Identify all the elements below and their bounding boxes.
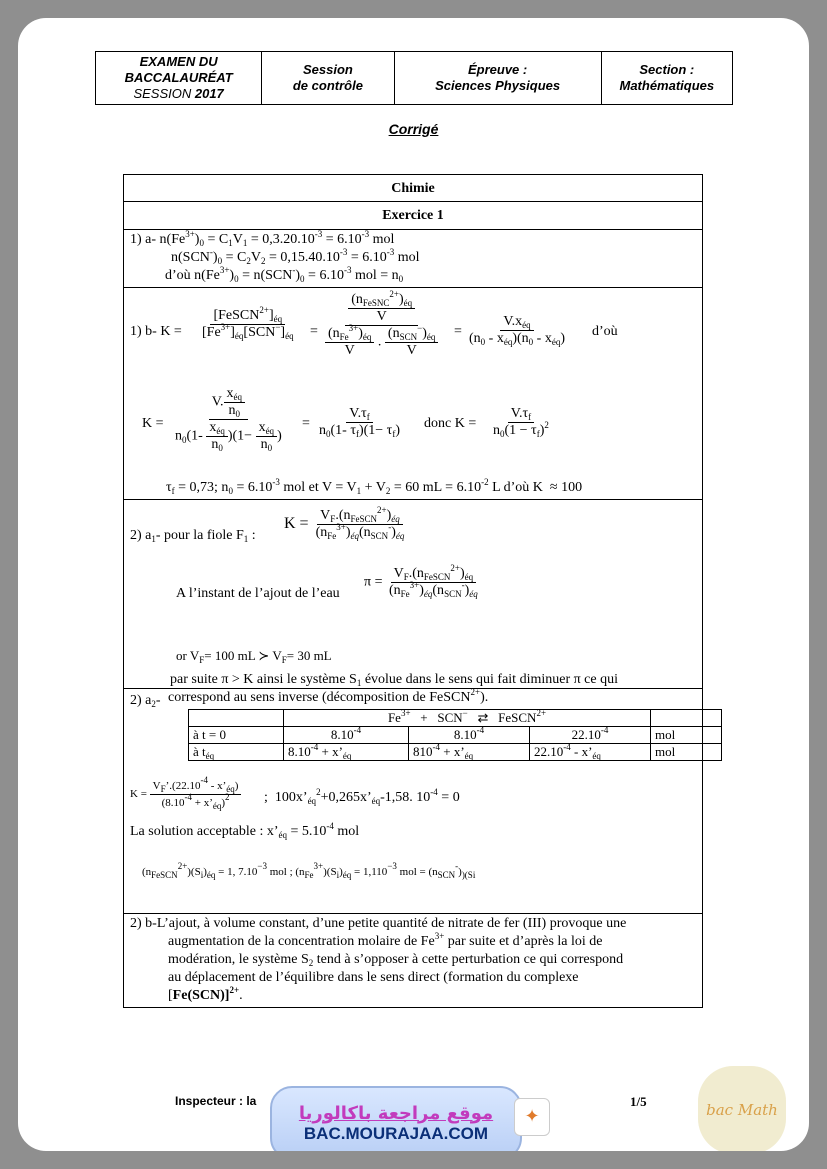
q2a2-label: 2) $a_2-$ [130,693,161,709]
q1a-block [123,229,703,288]
cell-fescn: $22.10^{-4}$ [530,727,651,744]
exam-cell [96,52,262,104]
exercice-heading: Exercice 1 [382,208,444,223]
q1a-line2: $n(SCN^-)_0 = C_2V_2 = 0,15.40.10^{-3} = 6.10^{-3}$ mol [171,247,420,266]
exam-line3: SESSION 2017 [133,86,224,101]
q1a-line1: 1) a- $n(Fe^{3+})_0 = C_1V_1 = 0,3.20.10^{-3} = 6.10^{-3}$ mol [130,229,395,248]
q2a1-or: or $V_F= 100$ mL ≻ $V_F= 30$ mL [176,648,332,665]
q1b-label: 1) b- K = [130,324,182,339]
cell-scn: $810^{-4}$ + $x’_{éq}$ [409,744,530,761]
q2a2-poly: ; $100x’_{éq}^2+0,265x’_{éq}-1,58$. $10^{-4} = 0$ [264,787,460,806]
avancement-table [188,709,722,761]
doc-title: Corrigé [388,121,439,137]
q2b-line5: $[Fe(SCN)]^{2+}$. [168,985,243,1003]
cell-scn: $8.10^{-4}$ [409,727,530,744]
epreuve-cell [395,52,602,104]
cell-fescn: $22.10^{-4}$ - $x’_{éq}$ [530,744,651,761]
row-label: à t = 0 [189,727,284,744]
bird-logo-icon: ✦ [514,1098,550,1136]
q1b-vx-fraction: $\frac{V.x_{éq}}{(n_0 - x_{éq})(n_0 - x_{éq})}$ [469,314,566,347]
q1b-eq3: = [302,416,310,431]
section-line1: Section : [639,62,695,77]
exam-header-table [95,51,733,105]
q2b-block [123,913,703,1008]
section-cell [602,52,732,104]
q2b-line2: augmentation de la concentration molaire de $Fe^{3+}$ par suite et d’après la loi de [168,931,603,949]
banner-site: BAC.MOURAJAA.COM [303,1123,489,1143]
q1b-donc: donc K = [424,416,477,431]
session-line1: Session [302,62,353,77]
reaction-equation: $Fe^{3+}$ + SCN− ⇄ FeSCN$^{2+}$ [284,710,651,727]
q1b-eq2: = [454,324,462,339]
table-row [189,727,722,744]
q2a1-k-formula: K = $\frac{V_F.(n_{FeSCN}^{2+})_{éq}}{(n_{Fe}^{3+})_{éq}(n_{SCN}^-)_{éq}}$ [284,505,405,541]
bac-math-logo: bac Math [698,1066,786,1151]
q1b-K: K = [142,416,164,431]
banner-arabic: موقع مراجعة باكالوريا [298,1102,494,1124]
chimie-heading: Chimie [391,181,435,196]
q2b-line4: au déplacement de l’équilibre dans le sens direct (formation du complexe [168,970,579,985]
document-page [18,18,809,1151]
q2a2-k-eq: K = $\frac{V_F’.(22.10^{-4} - x’_{éq})}{(8.10^{-4} + x’_{éq})^2}$ [130,778,241,811]
q2a1-pi-formula: π = $\frac{V_F.(n_{FeSCN}^{2+})_{éq}}{(n_{Fe}^{3+})_{éq}(n_{SCN}^-)_{éq}}$ [364,563,478,599]
q2b-line3: modération, le système $S_2$ tend à s’opposer à cette perturbation ce qui correspond [168,952,624,968]
session-line2: de contrôle [292,78,363,93]
q2a2-solution: La solution acceptable : $x’_{éq} = 5.10^{-4}$ mol [130,821,360,840]
exercice-row [123,201,703,230]
q1b-dou: d’où [592,324,618,339]
epreuve-line1: Épreuve : [467,62,528,77]
q1b-values: $\tau_f = 0,73$; $n_0 = 6.10^{-3}$ mol et $V = V_1 + V_2 = 60$ mL = $6.10^{-2}$ L d’où K ≈ 100 [166,477,583,496]
q1b-final-fraction: $\frac{V.\tau_f}{n_0(1 - \tau_f)^2}$ [493,406,549,439]
q2a1-instant: A l’instant de l’ajout de l’eau [176,586,340,601]
q1b-tau-fraction: $\frac{V.\tau_f}{n_0(1- \tau_f)(1- \tau_f)}$ [319,406,400,439]
q1b-big-fraction: V. $\frac{x_{éq}}{n_0}$ $n_0(1-$ $\frac{x_{éq}}{n_0}$ )(1− $\frac{x_{éq}}{n_0}$ ) [175,386,282,453]
q1b-conc-fraction: $\frac{(n_{FeSNC}^{2+})_{éq}}{V}$ $\frac{(n_{Fe}^{3+})_{éq}}{V}$ . $\frac{(n_{SCN}^-)_{éq}}{V}$ [322,292,441,359]
session-cell [262,52,394,104]
footer-inspector: Inspecteur : la [175,1094,257,1108]
exam-line2: BACCALAURÉAT [124,70,233,85]
table-row [189,710,722,727]
q2b-line1: 2) b-L’ajout, à volume constant, d’une petite quantité de nitrate de fer (III) provoque une [130,916,627,931]
table-row [189,744,722,761]
q1b-eq1: = [310,324,318,339]
page-number: 1/5 [630,1094,647,1109]
cell-fe: $8.10^{-4}$ + $x’_{éq}$ [284,744,409,761]
section-line2: Mathématiques [619,78,715,93]
q1b-k-fraction: $\frac{[FeSCN^{2+}]_{éq}}{[Fe^{3+}]_{éq}[SCN^-]_{éq}}$ [202,305,294,341]
q2a1-suite2: correspond au sens inverse (décomposition de FeSCN$^{2+}$). [168,687,489,705]
site-banner[interactable] [270,1086,522,1151]
epreuve-line2: Sciences Physiques [435,78,561,93]
cell-unit: mol [651,727,722,744]
cell-unit: mol [651,744,722,761]
q1b-block [123,287,703,500]
chimie-row [123,174,703,202]
row-label: à $t_{éq}$ [189,744,284,761]
q2a1-label: 2) $a_1-$ pour la fiole $F_1$ : [130,528,256,544]
q2a1-suite1: par suite π > K ainsi le système $S_1$ évolue dans le sens qui fait diminuer π ce qui [170,672,618,688]
q2a2-results: $(n_{FeSCN}^{2+})(S_i)_{éq} = 1$, $7.10^{-3}$ mol ; $(n_{Fe}^{3+})(S_i)_{éq} = 1,110^{-3}$ mol = $(n_{SCN}^-)_{)(Si}$ [142,861,476,880]
cell-fe: $8.10^{-4}$ [284,727,409,744]
q1a-line3: d’où $n(Fe^{3+})_0 = n(SCN^-)_0 = 6.10^{-3}$ mol = $n_0$ [165,265,404,284]
exam-line1: EXAMEN DU [139,54,218,69]
